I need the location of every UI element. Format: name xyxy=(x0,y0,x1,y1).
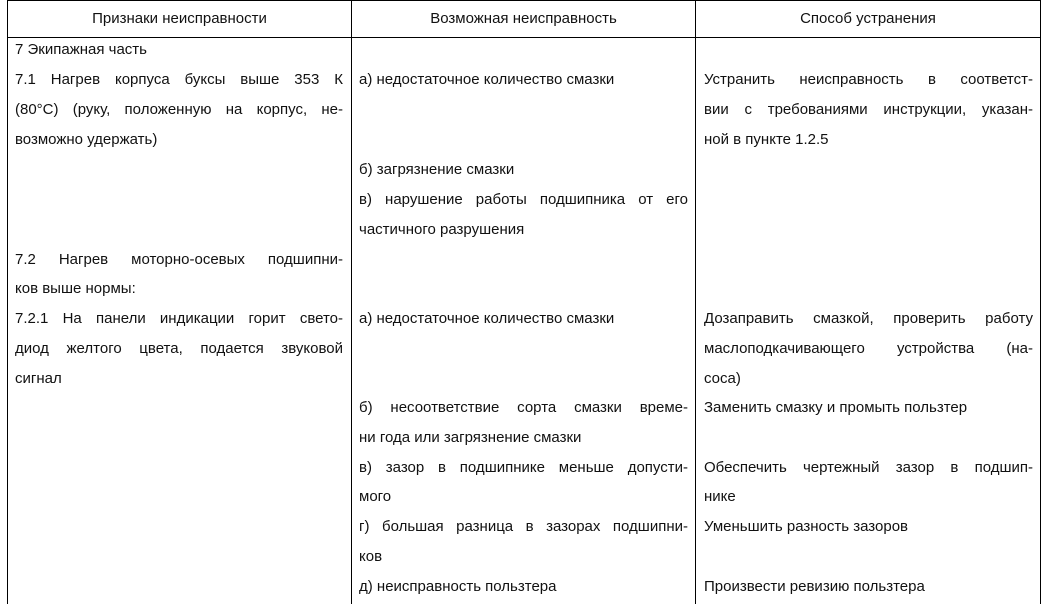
fault-line: ков xyxy=(359,548,383,565)
fault-line: а) недостаточное количество смазки xyxy=(359,310,615,327)
fault-line: частичного разрушения xyxy=(359,221,525,238)
header-remedy: Способ устранения xyxy=(800,10,936,27)
remedy-line: Заменить смазку и промыть пользтер xyxy=(704,399,968,416)
fault-line: в) зазор в подшипнике меньше допусти- xyxy=(359,459,688,476)
left-border xyxy=(7,0,8,604)
column-divider-2 xyxy=(695,0,696,604)
fault-line: а) недостаточное количество смазки xyxy=(359,71,615,88)
remedy-line: Устранить неисправность в соответст- xyxy=(704,71,1033,88)
remedy-line: маслоподкачивающего устройства (на- xyxy=(704,340,1033,357)
fault-line: д) неисправность пользтера xyxy=(359,578,557,595)
remedy-line: Дозаправить смазкой, проверить работу xyxy=(704,310,1033,327)
symptom-line: 7.2 Нагрев моторно-осевых подшипни- xyxy=(15,251,343,268)
column-divider-1 xyxy=(351,0,352,604)
header-symptoms: Признаки неисправности xyxy=(92,10,267,27)
header-possible-fault: Возможная неисправность xyxy=(430,10,617,27)
symptom-line: 7.1 Нагрев корпуса буксы выше 353 К xyxy=(15,71,343,88)
fault-line: б) загрязнение смазки xyxy=(359,161,515,178)
remedy-line: нике xyxy=(704,488,736,505)
fault-line: г) большая разница в зазорах подшипни- xyxy=(359,518,688,535)
fault-line: мого xyxy=(359,488,392,505)
remedy-line: Обеспечить чертежный зазор в подшип- xyxy=(704,459,1033,476)
symptom-line: 7.2.1 На панели индикации горит свето- xyxy=(15,310,343,327)
fault-line: в) нарушение работы подшипника от его xyxy=(359,191,688,208)
remedy-line: Уменьшить разность зазоров xyxy=(704,518,909,535)
remedy-line: вии с требованиями инструкции, указан- xyxy=(704,101,1033,118)
remedy-line: ной в пункте 1.2.5 xyxy=(704,131,829,148)
fault-line: б) несоответствие сорта смазки време- xyxy=(359,399,688,416)
right-border xyxy=(1040,0,1041,604)
symptom-line: ков выше нормы: xyxy=(15,280,136,297)
remedy-line: соса) xyxy=(704,370,741,387)
symptom-line: диод желтого цвета, подается звуковой xyxy=(15,340,343,357)
remedy-line: Произвести ревизию пользтера xyxy=(704,578,925,595)
symptom-line: возможно удержать) xyxy=(15,131,158,148)
header-bottom-border xyxy=(7,37,1040,38)
symptom-line: сигнал xyxy=(15,370,62,387)
symptom-line: (80°С) (руку, положенную на корпус, не- xyxy=(15,101,343,118)
symptom-line: 7 Экипажная часть xyxy=(15,41,147,58)
fault-line: ни года или загрязнение смазки xyxy=(359,429,582,446)
